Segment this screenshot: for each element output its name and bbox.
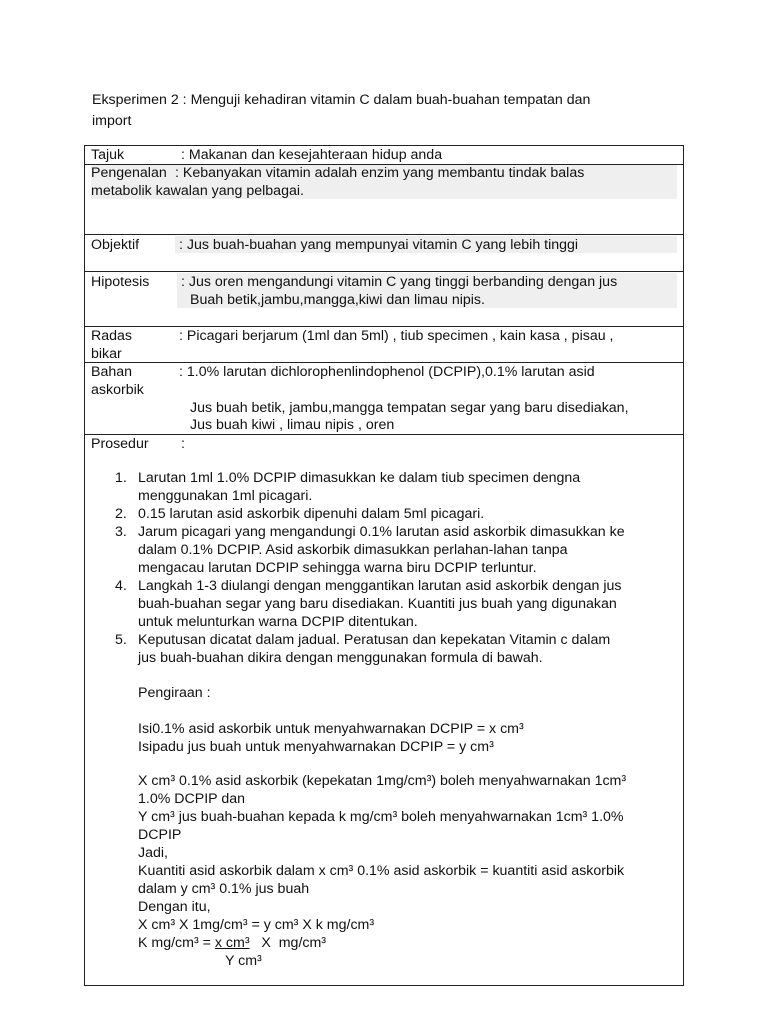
row-bahan — [85, 363, 683, 435]
calc-line: X cm³ X 1mg/cm³ = y cm³ X k mg/cm³ — [138, 917, 375, 933]
procedure-step: 4. Langkah 1-3 diulangi dengan menggantikan larutan asid askorbik dengan jus buah-buahan segar yang baru disediakan. Kuantiti jus buah yang digunakan untuk melunturkan warna DCPIP ditentukan. — [115, 578, 622, 630]
calc-line: X cm³ 0.1% asid askorbik (kepekatan 1mg/cm³) boleh menyahwarnakan 1cm³ — [138, 773, 627, 789]
radas-value: : Picagari berjarum (1ml dan 5ml) , tiub specimen , kain kasa , pisau , — [179, 328, 614, 344]
formula-line: K mg/cm³ = x cm³ X mg/cm³ — [138, 935, 327, 951]
procedure-step: 2. 0.15 larutan asid askorbik dipenuhi dalam 5ml picagari. — [115, 506, 485, 522]
procedure-step: 5. Keputusan dicatat dalam jadual. Peratusan dan kepekatan Vitamin c dalam jus buah-buahan dikira dengan menggunakan formula di bawah. — [115, 632, 611, 666]
row-hipotesis — [85, 272, 683, 327]
objektif-value: : Jus buah-buahan yang mempunyai vitamin C yang lebih tinggi — [179, 237, 579, 253]
prosedur-label: Prosedur — [91, 436, 149, 452]
pengenalan-line-1: : Kebanyakan vitamin adalah enzim yang membantu tindak balas — [175, 165, 585, 181]
bahan-label-cont: askorbik — [91, 382, 144, 398]
formula-numerator: x cm³ — [214, 935, 250, 951]
title-line-2: import — [92, 113, 132, 129]
procedure-list — [115, 469, 678, 667]
row-pengenalan — [85, 164, 683, 235]
bahan-line-3: Jus buah kiwi , limau nipis , oren — [190, 417, 395, 433]
row-objektif — [85, 235, 683, 272]
calc-line: Isipadu jus buah untuk menyahwarnakan DCPIP = y cm³ — [138, 739, 494, 755]
objektif-label: Objektif — [91, 237, 140, 253]
title-line-1: Eksperimen 2 : Menguji kehadiran vitamin C dalam buah-buahan tempatan dan — [92, 92, 591, 108]
calc-line: DCPIP — [138, 827, 182, 843]
document-title — [92, 90, 692, 132]
row-radas — [85, 327, 683, 363]
calc-line: Jadi, — [138, 845, 168, 861]
formula-denominator: Y cm³ — [225, 953, 262, 969]
radas-label-cont: bikar — [91, 346, 122, 362]
procedure-step: 1. Larutan 1ml 1.0% DCPIP dimasukkan ke dalam tiub specimen dengna menggunakan 1ml picagari. — [115, 470, 581, 504]
pengenalan-label: Pengenalan — [91, 165, 167, 181]
hipotesis-line-1: : Jus oren mengandungi vitamin C yang tinggi berbanding dengan jus — [181, 274, 618, 290]
tajuk-label: Tajuk — [91, 147, 125, 163]
bahan-line-2: Jus buah betik, jambu,mangga tempatan segar yang baru disediakan, — [190, 400, 629, 416]
procedure-step: 3. Jarum picagari yang mengandungi 0.1% larutan asid askorbik dimasukkan ke dalam 0.1% DCPIP. Asid askorbik dimasukkan perlahan-lahan tanpa mengacau larutan DCPIP sehingga warna biru DCPIP terluntur. — [115, 524, 625, 576]
calc-line: Kuantiti asid askorbik dalam x cm³ 0.1% asid askorbik = kuantiti asid askorbik — [138, 863, 625, 879]
pengenalan-line-2: metabolik kawalan yang pelbagai. — [91, 183, 304, 199]
hipotesis-label: Hipotesis — [91, 274, 150, 290]
row-tajuk — [85, 146, 683, 165]
calc-line: Dengan itu, — [138, 899, 211, 915]
calc-line: Isi0.1% asid askorbik untuk menyahwarnakan DCPIP = x cm³ — [138, 721, 524, 737]
radas-label: Radas — [91, 328, 133, 344]
pengiraan-heading: Pengiraan : — [138, 685, 211, 701]
calc-line: 1.0% DCPIP dan — [138, 791, 245, 807]
experiment-table — [84, 145, 684, 986]
prosedur-colon: : — [181, 436, 185, 452]
tajuk-value: : Makanan dan kesejahteraan hidup anda — [181, 147, 443, 163]
bahan-line-1: : 1.0% larutan dichlorophenlindophenol (DCPIP),0.1% larutan asid — [179, 364, 595, 380]
calc-line: dalam y cm³ 0.1% jus buah — [138, 881, 310, 897]
calc-line: Y cm³ jus buah-buahan kepada k mg/cm³ boleh menyahwarnakan 1cm³ 1.0% — [138, 809, 624, 825]
hipotesis-line-2: Buah betik,jambu,mangga,kiwi dan limau nipis. — [190, 292, 485, 308]
bahan-label: Bahan — [91, 364, 133, 380]
